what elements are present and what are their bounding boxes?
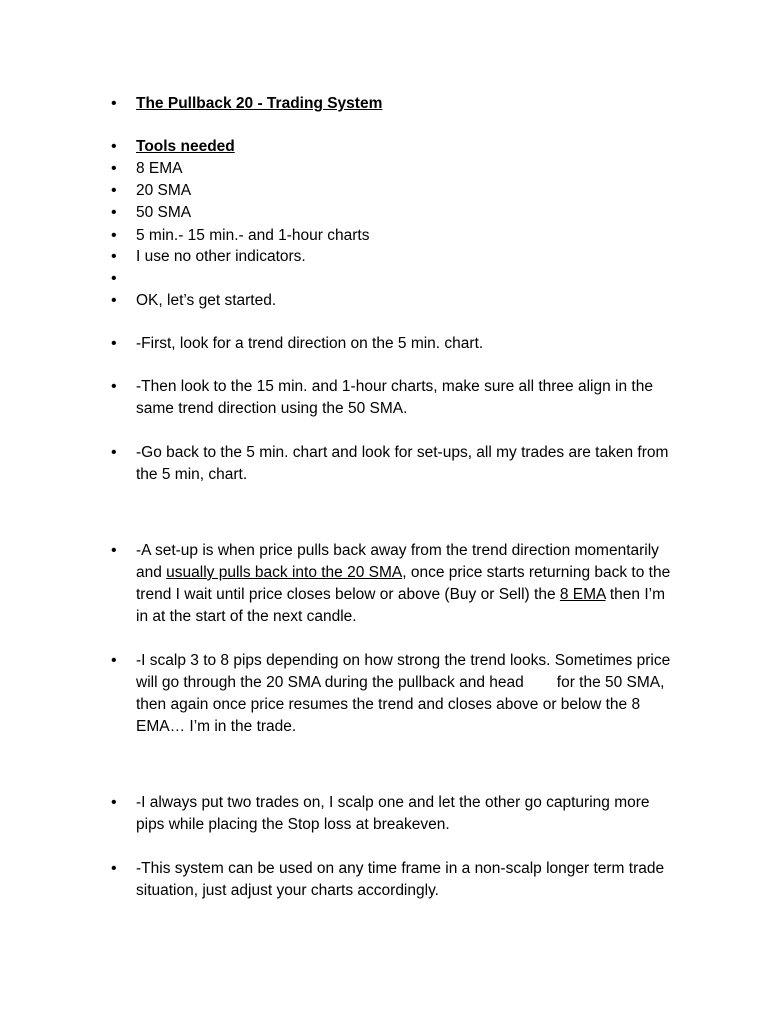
bullet: • (111, 378, 117, 395)
step-then: -Then look to the 15 min. and 1-hour charts, make sure all three align in the same trend direction using the 50 SMA. (136, 378, 653, 417)
list-item (111, 268, 671, 290)
scalp-text-2: for the 50 SMA, then again once price resumes the trend and closes above or below the 8 EMA… I’m in the trade. (136, 674, 665, 735)
bullet: • (111, 182, 117, 199)
scalp-paragraph (136, 650, 671, 738)
list-item (111, 246, 671, 268)
setup-underline-20-sma: usually pulls back into the 20 SMA (166, 564, 403, 581)
tools-heading: Tools needed (136, 138, 235, 155)
list-item (111, 202, 671, 224)
bullet: • (111, 160, 117, 177)
setup-underline-8-ema: 8 EMA (559, 586, 606, 603)
list-item (111, 792, 671, 836)
two-trades-text: -I always put two trades on, I scalp one and let the other go capturing more pips while placing the Stop loss at breakeven. (136, 794, 650, 833)
bullet: • (111, 542, 117, 559)
setup-text-3: then I’m in at the start of the next candle. (136, 586, 665, 625)
bullet: • (111, 794, 117, 811)
list-item (111, 376, 671, 420)
list-item (111, 540, 671, 628)
list-item (111, 290, 671, 312)
step-go-back: -Go back to the 5 min. chart and look for set-ups, all my trades are taken from the 5 min, chart. (136, 444, 669, 483)
setup-text-1: -A set-up is when price pulls back away from the trend direction momentarily and (136, 542, 659, 581)
bullet: • (111, 444, 117, 461)
list-item (111, 225, 671, 247)
list-item (111, 858, 671, 902)
tool-50-sma: 50 SMA (136, 204, 192, 221)
bullet: • (111, 204, 117, 221)
bullet: • (111, 270, 117, 287)
intro-text: OK, let’s get started. (136, 292, 277, 309)
bullet: • (111, 860, 117, 877)
bullet: • (111, 292, 117, 309)
bullet: • (111, 335, 117, 352)
list-item (111, 333, 671, 355)
list-item (111, 650, 671, 738)
any-timeframe-text: -This system can be used on any time frame in a non-scalp longer term trade situation, just adjust your charts accordingly. (136, 860, 665, 899)
title-item (111, 93, 671, 115)
setup-paragraph (136, 540, 671, 628)
bullet: • (111, 248, 117, 265)
bullet: • (111, 95, 117, 112)
list-item (111, 158, 671, 180)
bullet: • (111, 138, 117, 155)
bullet: • (111, 227, 117, 244)
setup-text-2: , once price starts returning back to the trend I wait until price closes below or above (Buy or Sell) the (136, 564, 671, 603)
bullet: • (111, 652, 117, 669)
list-item (111, 180, 671, 202)
tools-heading-item (111, 136, 671, 158)
tool-20-sma: 20 SMA (136, 182, 192, 199)
tool-8-ema: 8 EMA (136, 160, 183, 177)
empty-item (136, 268, 671, 290)
step-first: -First, look for a trend direction on the 5 min. chart. (136, 335, 484, 352)
scalp-text-1: -I scalp 3 to 8 pips depending on how strong the trend looks. Sometimes price will go through the 20 SMA during the pullback and head (136, 652, 671, 691)
tool-charts: 5 min.- 15 min.- and 1-hour charts (136, 227, 370, 244)
tool-no-indicators: I use no other indicators. (136, 248, 306, 265)
list-item (111, 442, 671, 486)
document-title: The Pullback 20 - Trading System (136, 95, 383, 112)
